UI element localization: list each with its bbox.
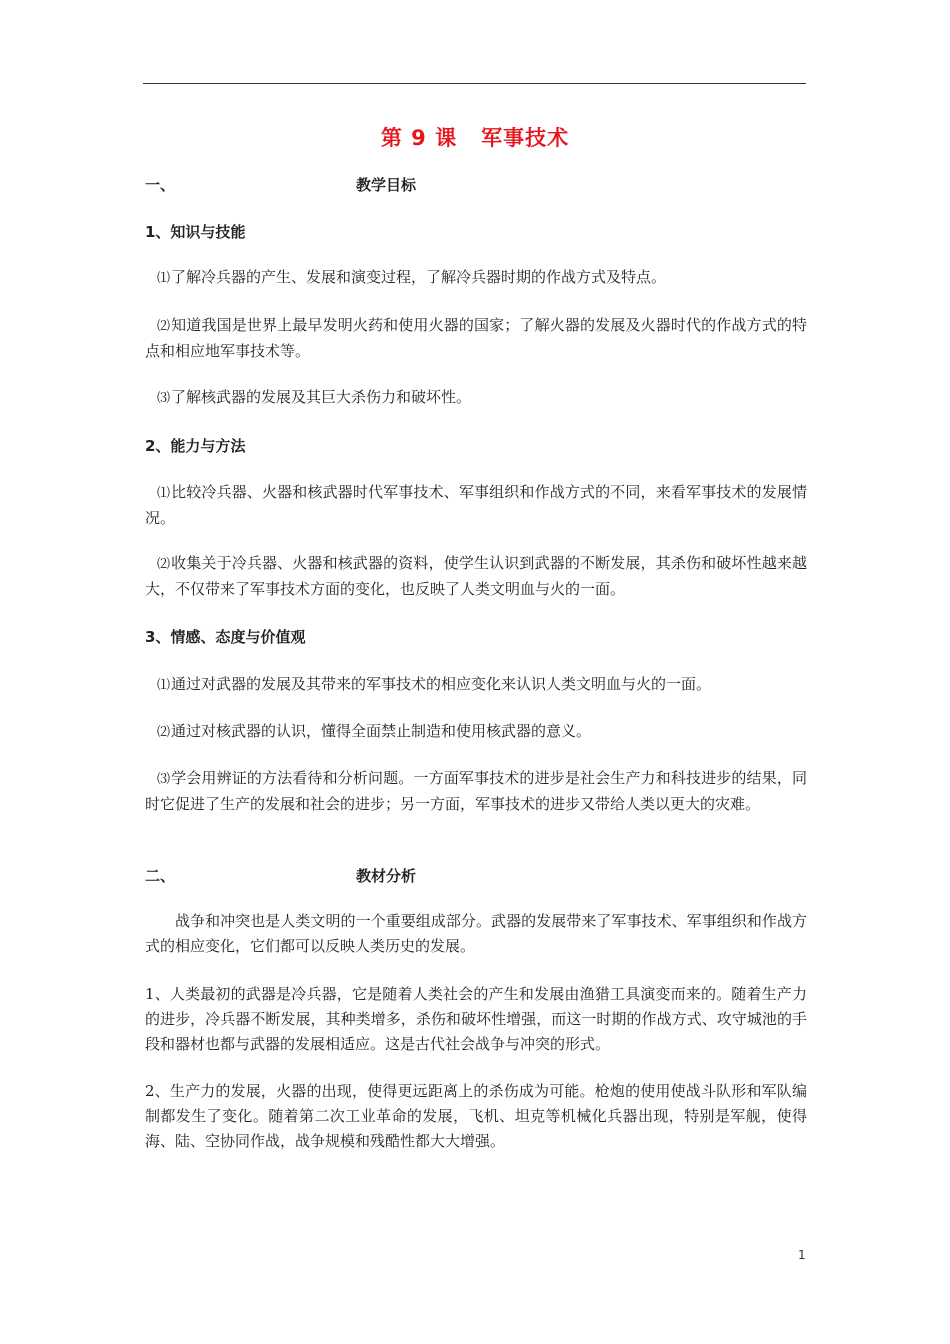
- item-text: 通过对武器的发展及其带来的军事技术的相应变化来认识人类文明血与火的一面。: [171, 675, 712, 693]
- analysis-paragraph-1: 1、人类最初的武器是冷兵器，它是随着人类社会的产生和发展由渔猎工具演变而来的。随着生产力的进步，冷兵器不断发展，其种类增多，杀伤和破坏性增强，而这一时期的作战方式、攻守城池的手段和器材也都与武器的发展相适应。这是古代社会战争与冲突的形式。: [145, 985, 807, 1053]
- item-number: ⑵: [157, 319, 171, 334]
- item-number: ⑶: [157, 391, 171, 406]
- item-number: ⑴: [157, 486, 171, 501]
- item-text: 知道我国是世界上最早发明火药和使用火器的国家；了解火器的发展及火器时代的作战方式的特点和相应地军事技术等。: [145, 316, 807, 360]
- item-number: ⑵: [157, 725, 171, 740]
- section2-number: 二、: [145, 867, 176, 885]
- item-text: 通过对核武器的认识，懂得全面禁止制造和使用核武器的意义。: [171, 722, 592, 740]
- item-text: 了解核武器的发展及其巨大杀伤力和破坏性。: [171, 388, 472, 406]
- goal1-item-3: [145, 385, 807, 411]
- item-number: ⑴: [157, 271, 171, 286]
- section2-title: 教材分析: [356, 867, 417, 885]
- goal1-item-2: [145, 313, 807, 364]
- page-title: [0, 122, 950, 152]
- item-text: 了解冷兵器的产生、发展和演变过程，了解冷兵器时期的作战方式及特点。: [171, 268, 667, 286]
- lesson-name: 军事技术: [481, 126, 570, 150]
- goal1-heading: 1、知识与技能: [145, 223, 246, 241]
- page-number: 1: [798, 1248, 806, 1262]
- section1-title: 教学目标: [356, 176, 417, 194]
- item-number: ⑶: [157, 772, 171, 787]
- goal3-item-2: [145, 719, 807, 745]
- goal3-item-3: [145, 766, 807, 817]
- goal2-item-2: [145, 551, 807, 602]
- item-text: 收集关于冷兵器、火器和核武器的资料，使学生认识到武器的不断发展，其杀伤和破坏性越来越大，不仅带来了军事技术方面的变化，也反映了人类文明血与火的一面。: [145, 554, 807, 598]
- section1-number: 一、: [145, 176, 176, 194]
- goal2-item-1: [145, 480, 807, 531]
- item-text: 学会用辨证的方法看待和分析问题。一方面军事技术的进步是社会生产力和科技进步的结果，同时它促进了生产的发展和社会的进步；另一方面，军事技术的进步又带给人类以更大的灾难。: [145, 769, 807, 813]
- goal3-heading: 3、情感、态度与价值观: [145, 628, 306, 646]
- item-number: ⑴: [157, 678, 171, 693]
- analysis-intro: 战争和冲突也是人类文明的一个重要组成部分。武器的发展带来了军事技术、军事组织和作战方式的相应变化，它们都可以反映人类历史的发展。: [145, 912, 807, 955]
- goal3-item-1: [145, 672, 807, 698]
- goal1-item-1: [145, 265, 807, 291]
- goal2-heading: 2、能力与方法: [145, 437, 246, 455]
- header-rule: [143, 83, 806, 84]
- item-text: 比较冷兵器、火器和核武器时代军事技术、军事组织和作战方式的不同，来看军事技术的发展情况。: [145, 483, 807, 527]
- lesson-number: 第 9 课: [380, 126, 458, 150]
- analysis-paragraph-2: 2、生产力的发展，火器的出现，使得更远距离上的杀伤成为可能。枪炮的使用使战斗队形和军队编制都发生了变化。随着第二次工业革命的发展，飞机、坦克等机械化兵器出现，特别是军舰，使得海、陆、空协同作战，战争规模和残酷性都大大增强。: [145, 1082, 807, 1150]
- item-number: ⑵: [157, 557, 171, 572]
